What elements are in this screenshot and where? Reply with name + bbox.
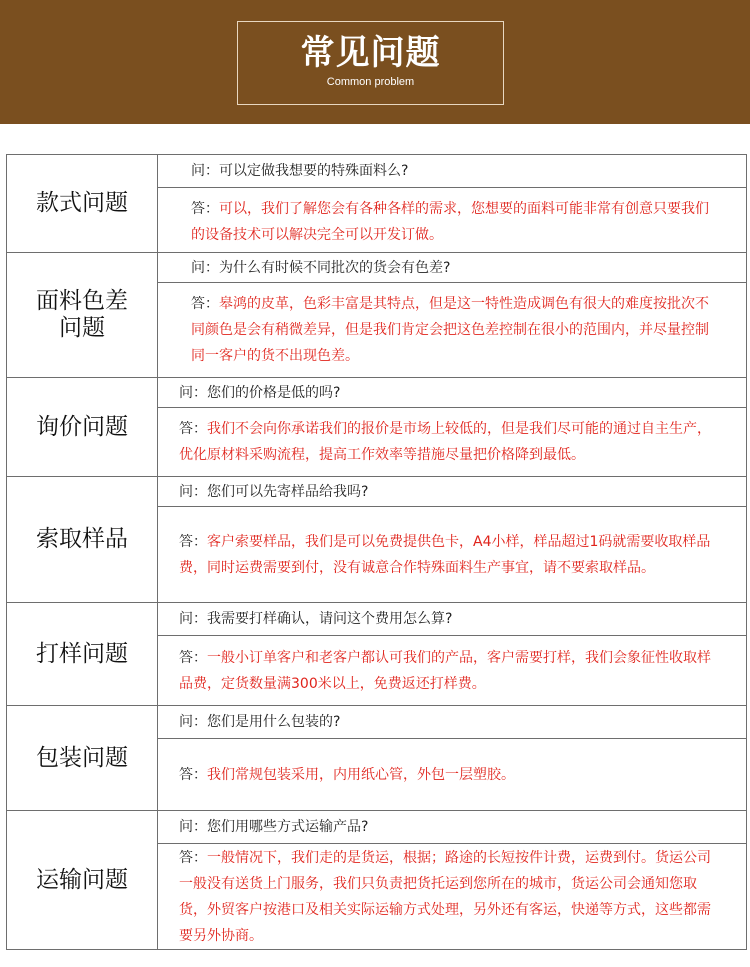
answer-text: 我们常规包装采用，内用纸心管，外包一层塑胶。	[207, 766, 515, 783]
faq-question	[158, 603, 747, 636]
answer-prefix: 答：	[179, 421, 207, 437]
question-prefix: 问：	[191, 259, 219, 276]
answer-text: 客户索要样品，我们是可以免费提供色卡，A4小样，样品超过1码就需要收取样品费，同时运费需要到付，没有诚意合作特殊面料生产事宜，请不要索取样品。	[179, 533, 711, 576]
faq-category: 款式问题	[7, 155, 158, 253]
faq-row	[7, 603, 747, 636]
faq-answer	[158, 739, 747, 811]
page-header	[0, 0, 750, 124]
faq-answer	[158, 408, 747, 477]
faq-question	[158, 378, 747, 408]
faq-category: 运输问题	[7, 811, 158, 950]
answer-text: 我们不会向你承诺我们的报价是市场上较低的，但是我们尽可能的通过自主生产，优化原材料采购流程，提高工作效率等措施尽量把价格降到最低。	[179, 421, 711, 463]
question-text: 您们可以先寄样品给我吗?	[207, 483, 369, 500]
faq-row	[7, 477, 747, 507]
faq-category: 索取样品	[7, 477, 158, 603]
faq-row	[7, 253, 747, 283]
faq-answer	[158, 636, 747, 706]
question-prefix: 问：	[191, 163, 219, 179]
answer-prefix: 答：	[179, 766, 207, 783]
answer-text: 可以，我们了解您会有各种各样的需求，您想要的面料可能非常有创意只要我们的设备技术可以解决完全可以开发订做。	[191, 200, 709, 243]
question-prefix: 问：	[179, 819, 207, 835]
question-text: 为什么有时候不同批次的货会有色差?	[219, 259, 451, 276]
question-text: 您们是用什么包装的?	[207, 714, 341, 730]
faq-category: 询价问题	[7, 378, 158, 477]
answer-text: 一般情况下，我们走的是货运，根据；路途的长短按件计费，运费到付。货运公司一般没有送货上门服务，我们只负责把货托运到您所在的城市，货运公司会通知您取货，外贸客户按港口及相关实际运输方式处理，另外还有客运，快递等方式，这些都需要另外协商。	[179, 849, 711, 944]
faq-category: 面料色差问题	[7, 253, 158, 378]
faq-row	[7, 706, 747, 739]
faq-row	[7, 811, 747, 844]
title-box	[237, 21, 504, 105]
answer-text: 一般小订单客户和老客户都认可我们的产品，客户需要打样，我们会象征性收取样品费，定货数量满300米以上，免费返还打样费。	[179, 649, 711, 692]
question-text: 我需要打样确认，请问这个费用怎么算?	[207, 611, 453, 627]
faq-category: 包装问题	[7, 706, 158, 811]
answer-prefix: 答：	[179, 649, 207, 666]
faq-row	[7, 378, 747, 408]
faq-table	[6, 154, 747, 950]
faq-question	[158, 477, 747, 507]
question-text: 您们的价格是低的吗?	[207, 384, 341, 401]
page-title: 常见问题	[300, 33, 441, 73]
faq-category: 打样问题	[7, 603, 158, 706]
answer-text: 皋鸿的皮革，色彩丰富是其特点，但是这一特性造成调色有很大的难度按批次不同颜色是会有稍微差异，但是我们肯定会把这色差控制在很小的范围内，并尽量控制同一客户的货不出现色差。	[191, 296, 709, 364]
answer-prefix: 答：	[191, 200, 219, 217]
faq-answer	[158, 507, 747, 603]
answer-prefix: 答：	[179, 849, 207, 866]
answer-prefix: 答：	[191, 296, 219, 312]
question-prefix: 问：	[179, 611, 207, 627]
answer-prefix: 答：	[179, 533, 207, 550]
faq-question	[158, 253, 747, 283]
question-prefix: 问：	[179, 483, 207, 500]
faq-answer	[158, 188, 747, 253]
question-text: 您们用哪些方式运输产品?	[207, 819, 369, 835]
question-prefix: 问：	[179, 384, 207, 401]
faq-answer	[158, 844, 747, 950]
faq-answer	[158, 283, 747, 378]
faq-question	[158, 155, 747, 188]
page-subtitle: Common problem	[326, 76, 415, 88]
faq-question	[158, 706, 747, 739]
question-prefix: 问：	[179, 714, 207, 730]
question-text: 可以定做我想要的特殊面料么?	[219, 163, 409, 179]
faq-question	[158, 811, 747, 844]
faq-row	[7, 155, 747, 188]
